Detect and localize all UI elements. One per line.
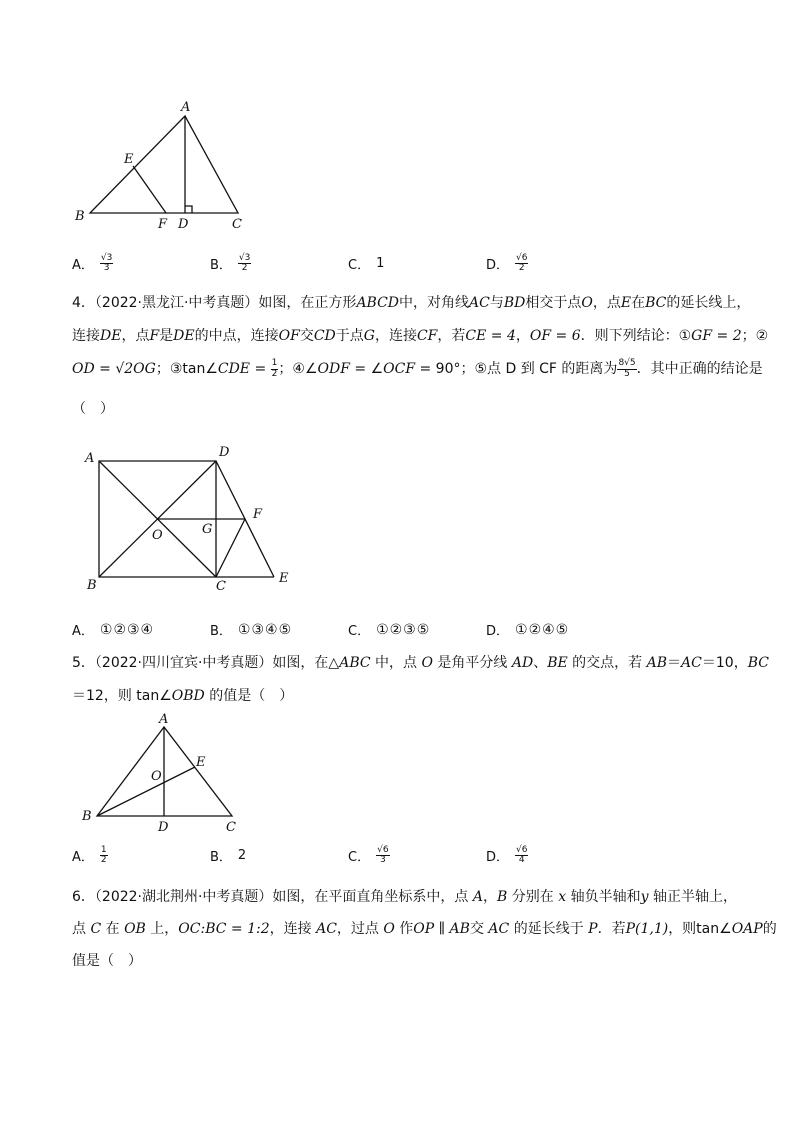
math: AC [488, 921, 510, 937]
text: 与 [489, 295, 504, 311]
text: 的值是（ ） [204, 688, 294, 704]
option-letter: D． [486, 624, 510, 639]
numerator: √6 [516, 253, 528, 263]
label-d: D [219, 445, 230, 460]
math: AB [646, 655, 668, 671]
text: 中，点 [370, 655, 422, 671]
text: = [250, 361, 271, 377]
q4-option-a[interactable] [72, 620, 154, 639]
option-letter: D． [486, 850, 510, 866]
option-text: ①②③⑤ [376, 621, 431, 638]
option-text: ①②④⑤ [515, 621, 570, 638]
math: BE [547, 655, 568, 671]
math: GF = 2 [691, 328, 742, 344]
q4-option-c[interactable] [348, 620, 430, 639]
math: O [421, 655, 433, 671]
text: 中，对角线 [399, 295, 470, 311]
text: ；② [741, 328, 769, 344]
fraction [100, 846, 108, 866]
q5-options [72, 846, 772, 874]
math: OP ∥ AB [413, 921, 470, 937]
denominator: 3 [379, 855, 386, 866]
math: BC [747, 655, 769, 671]
math: ABC [339, 655, 371, 671]
math: DE [100, 328, 122, 344]
label-a: A [85, 451, 95, 466]
text: ，点 [121, 328, 150, 344]
text: 上， [145, 921, 179, 937]
text: 交 [299, 328, 314, 344]
denominator: 2 [518, 263, 525, 274]
q3-option-d[interactable] [486, 254, 528, 274]
label-b: B [75, 209, 85, 224]
fraction [617, 359, 636, 379]
option-letter: B． [210, 258, 232, 274]
math: P [588, 921, 598, 937]
math: CE = 4 [465, 328, 516, 344]
option-letter: C． [348, 850, 371, 866]
label-e: E [196, 755, 206, 770]
text: 值是（ ） [72, 953, 142, 969]
math: B [497, 889, 508, 905]
text: ＝10， [701, 655, 748, 671]
math: CDE [217, 361, 251, 377]
option-text: 1 [376, 256, 385, 271]
numerator: √3 [238, 253, 251, 263]
label-e: E [279, 571, 289, 586]
math: AC [469, 295, 490, 311]
label-o: O [152, 528, 163, 543]
math: OF = 6 [529, 328, 581, 344]
denominator: 3 [103, 263, 110, 274]
q3-option-b[interactable] [210, 254, 251, 274]
label-f: F [253, 507, 263, 522]
math: x [558, 889, 567, 905]
numerator: √6 [377, 845, 389, 855]
text: ，连接 [374, 328, 417, 344]
math: F [149, 328, 160, 344]
triangle-abc [90, 116, 238, 213]
numerator: √6 [516, 845, 528, 855]
math: C [90, 921, 102, 937]
math: OBD [171, 688, 205, 704]
label-g: G [202, 522, 213, 537]
math: O [383, 921, 395, 937]
denominator: 2 [271, 368, 278, 379]
math: AD [511, 655, 534, 671]
label-b: B [87, 578, 97, 593]
numerator: 1 [100, 845, 107, 855]
math: BC [645, 295, 667, 311]
text: 6．（2022·湖北荆州·中考真题）如图，在平面直角坐标系中，点 [72, 889, 473, 905]
label-c: C [226, 820, 236, 835]
math: DE [173, 328, 195, 344]
label-c: C [216, 579, 226, 594]
q3-options [72, 254, 772, 282]
text: ，则tan∠ [668, 921, 732, 937]
fraction [515, 846, 528, 866]
option-letter: D． [486, 258, 510, 274]
text: 作 [394, 921, 414, 937]
text: ．其中正确的结论是 [636, 361, 763, 377]
label-o: O [151, 769, 162, 784]
text: 的交点，若 [567, 655, 647, 671]
text: ．则下列结论：① [580, 328, 692, 344]
q4-option-b[interactable] [210, 620, 292, 639]
numerator: √3 [100, 253, 113, 263]
denominator: 4 [518, 855, 525, 866]
q4-option-d[interactable] [486, 620, 569, 639]
answer-bracket: （ ） [72, 401, 114, 417]
label-f: F [158, 217, 168, 232]
q6-line-2 [72, 918, 777, 938]
math: CF [416, 328, 438, 344]
text: 的延长线上， [666, 295, 751, 311]
text: = 90°；⑤点 D 到 CF 的距离为 [415, 361, 618, 377]
text: ＝ [667, 655, 682, 671]
math: P(1,1) [625, 921, 669, 937]
math: OF [278, 328, 300, 344]
fraction [100, 254, 113, 274]
text: 轴正半轴上， [648, 889, 737, 905]
option-letter: A． [72, 624, 94, 639]
bisector-be [97, 767, 195, 816]
text: 连接 [72, 328, 100, 344]
q5-option-a[interactable] [72, 846, 108, 866]
denominator: 2 [100, 855, 107, 866]
option-letter: B． [210, 624, 232, 639]
label-a: A [159, 712, 169, 727]
text: ， [483, 889, 498, 905]
q6-line-3 [72, 950, 142, 970]
option-letter: A． [72, 850, 94, 866]
math: O [581, 295, 593, 311]
text: ；④∠ [278, 361, 318, 377]
text: 在 [101, 921, 125, 937]
q5-option-d[interactable] [486, 846, 528, 866]
label-b: B [82, 809, 92, 824]
figure-square-abcd [80, 440, 300, 595]
denominator: 5 [624, 368, 630, 379]
math: AC [316, 921, 337, 937]
math: AC [681, 655, 702, 671]
q4-line-3 [72, 358, 763, 379]
q4-line-1 [72, 292, 750, 312]
q5-option-b[interactable] [210, 846, 246, 865]
text: 的延长线于 [509, 921, 589, 937]
text: 交 [469, 921, 489, 937]
text: 在 [631, 295, 646, 311]
text: 的中点，连接 [194, 328, 279, 344]
math: OB [124, 921, 146, 937]
q4-options [72, 620, 772, 648]
text: 是 [159, 328, 174, 344]
segment-ef [133, 166, 166, 213]
option-letter: A． [72, 258, 94, 274]
math: OD = √2OG [72, 361, 156, 377]
numerator: 8√5 [618, 358, 636, 369]
q3-option-c[interactable] [348, 254, 384, 273]
fraction [515, 254, 528, 274]
label-e: E [124, 152, 134, 167]
label-c: C [232, 217, 242, 232]
math: ODF [317, 361, 350, 377]
option-letter: C． [348, 624, 371, 639]
text: ．若 [597, 921, 626, 937]
math: ABCD [356, 295, 400, 311]
text: 4．（2022·黑龙江·中考真题）如图，在正方形 [72, 295, 357, 311]
math: CD [313, 328, 336, 344]
label-a: A [181, 100, 191, 115]
label-d: D [158, 820, 169, 835]
q4-line-2 [72, 325, 768, 345]
text: ，过点 [336, 921, 384, 937]
denominator: 2 [241, 263, 248, 274]
option-text: ①③④⑤ [237, 621, 293, 638]
text: 的 [762, 921, 777, 937]
math: y [640, 889, 649, 905]
math: E [620, 295, 632, 311]
fraction [376, 846, 389, 866]
math: BD [503, 295, 526, 311]
text: 相交于点 [525, 295, 582, 311]
math: A [472, 889, 484, 905]
text: 点 [72, 921, 91, 937]
text: 5．（2022·四川宜宾·中考真题）如图，在△ [72, 655, 340, 671]
text: 于点 [335, 328, 364, 344]
q5-line-1 [72, 652, 769, 672]
option-text: 2 [237, 848, 247, 863]
text: = ∠ [349, 361, 384, 377]
q4-line-4 [72, 398, 114, 418]
text: ，连接 [269, 921, 317, 937]
text: ；③tan∠ [155, 361, 218, 377]
text: 分别在 [507, 889, 559, 905]
math: OC:BC = 1:2 [178, 921, 270, 937]
fraction [238, 254, 251, 274]
option-text: ①②③④ [99, 621, 155, 638]
numerator: 1 [271, 358, 278, 369]
math: OAP [731, 921, 763, 937]
text: ，点 [592, 295, 621, 311]
figure-triangle-abc-altitude [70, 100, 270, 235]
segment-cf [216, 519, 245, 577]
q3-option-a[interactable] [72, 254, 113, 274]
text: ＝12，则 tan∠ [72, 688, 172, 704]
option-letter: B． [210, 850, 232, 865]
text: 、 [533, 655, 548, 671]
right-angle-mark [185, 206, 192, 213]
q6-line-1 [72, 886, 737, 906]
q5-option-c[interactable] [348, 846, 390, 866]
math: OCF [383, 361, 416, 377]
option-letter: C． [348, 258, 371, 273]
figure-triangle-bisectors [78, 710, 248, 840]
text: 轴负半轴和 [566, 889, 641, 905]
q5-line-2 [72, 685, 293, 705]
text: 是角平分线 [432, 655, 512, 671]
text: ， [515, 328, 530, 344]
text: ，若 [437, 328, 466, 344]
math: G [363, 328, 375, 344]
label-d: D [178, 217, 189, 232]
